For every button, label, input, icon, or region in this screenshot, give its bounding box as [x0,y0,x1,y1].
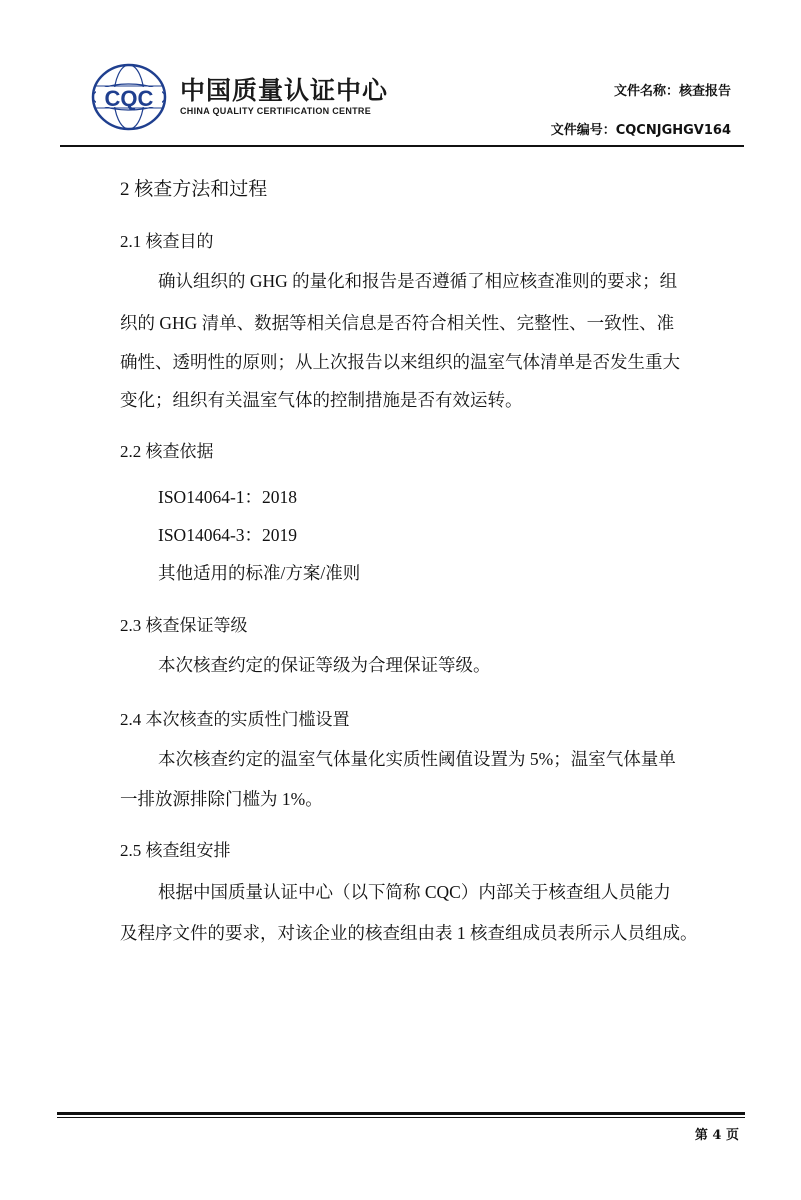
paragraph-line: 确性、透明性的原则；从上次报告以来组织的温室气体清单是否发生重大 [120,352,680,372]
paragraph-line: 确认组织的 GHG 的量化和报告是否遵循了相应核查准则的要求；组 [158,271,678,291]
paragraph-line: 一排放源排除门槛为 1%。 [120,789,323,809]
footer-divider-thin [57,1117,745,1118]
paragraph-line: 根据中国质量认证中心（以下简称 CQC）内部关于核查组人员能力 [158,882,671,902]
logo-text: CQC [104,86,154,111]
org-name-cn: 中国质量认证中心 [180,76,389,105]
paragraph-line: 本次核查约定的温室气体量化实质性阈值设置为 5%；温室气体量单 [158,749,676,769]
subsection-2-4-title: 2.4 本次核查的实质性门槛设置 [120,710,350,729]
subsection-2-3-title: 2.3 核查保证等级 [120,616,248,635]
list-item: ISO14064-3：2019 [158,525,298,545]
paragraph-line: 本次核查约定的保证等级为合理保证等级。 [158,655,491,675]
section-title: 2 核查方法和过程 [120,179,268,200]
org-name-en: CHINA QUALITY CERTIFICATION CENTRE [180,106,372,116]
paragraph-line: 变化；组织有关温室气体的控制措施是否有效运转。 [120,390,523,410]
paragraph-line: 及程序文件的要求，对该企业的核查组由表 1 核查组成员表所示人员组成。 [120,923,698,943]
header-divider [60,145,744,147]
document-name: 文件名称：核查报告 [613,84,731,99]
cqc-logo [90,62,168,132]
subsection-2-1-title: 2.1 核查目的 [120,232,214,251]
document-number: 文件编号：CQCNJGHGV164 [550,123,731,138]
organization-name [180,76,388,116]
page-number: 第 4 页 [694,1128,739,1143]
subsection-2-2-title: 2.2 核查依据 [120,442,214,461]
list-item: 其他适用的标准/方案/准则 [158,563,361,583]
list-item: ISO14064-1：2018 [158,487,298,507]
subsection-2-5-title: 2.5 核查组安排 [120,841,231,860]
paragraph-line: 织的 GHG 清单、数据等相关信息是否符合相关性、完整性、一致性、准 [120,313,675,333]
footer-divider [57,1112,745,1115]
